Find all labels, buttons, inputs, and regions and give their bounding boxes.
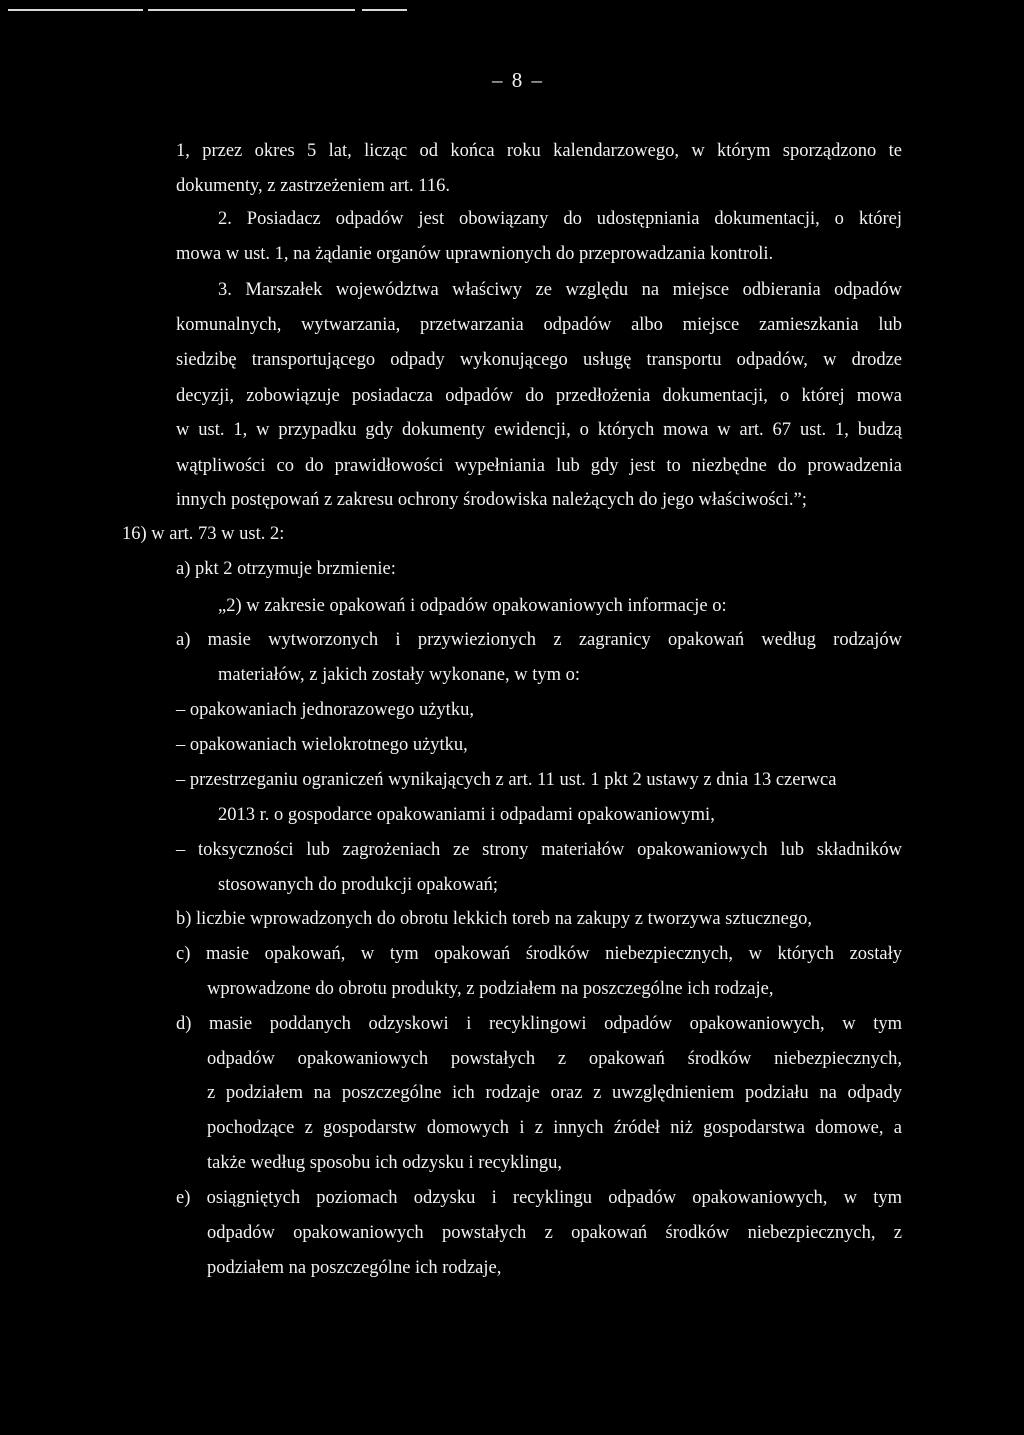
- text-line: pochodzące z gospodarstw domowych i z innych źródeł niż gospodarstwa domowe, a: [207, 1118, 902, 1138]
- text-line: 16) w art. 73 w ust. 2:: [122, 524, 285, 544]
- text-line: wprowadzone do obrotu produkty, z podziałem na poszczególne ich rodzaje,: [207, 979, 774, 999]
- text-line: a) masie wytworzonych i przywiezionych z zagranicy opakowań według rodzajów: [176, 630, 902, 650]
- text-line: z podziałem na poszczególne ich rodzaje oraz z uwzględnieniem podziału na odpady: [207, 1083, 902, 1103]
- text-line: w ust. 1, w przypadku gdy dokumenty ewidencji, o których mowa w art. 67 ust. 1, budzą: [176, 420, 902, 440]
- page-number: – 8 –: [492, 68, 544, 92]
- text-line: materiałów, z jakich zostały wykonane, w tym o:: [218, 665, 581, 685]
- text-line: d) masie poddanych odzyskowi i recyklingowi odpadów opakowaniowych, w tym: [176, 1014, 902, 1034]
- text-line: podziałem na poszczególne ich rodzaje,: [207, 1258, 502, 1278]
- text-line: 2. Posiadacz odpadów jest obowiązany do udostępniania dokumentacji, o której: [218, 209, 902, 229]
- text-line: dokumenty, z zastrzeżeniem art. 116.: [176, 176, 450, 196]
- scan-edge-line: [148, 9, 355, 11]
- text-line: innych postępowań z zakresu ochrony środowiska należących do jego właściwości.”;: [176, 490, 807, 510]
- text-line: odpadów opakowaniowych powstałych z opakowań środków niebezpiecznych, z: [207, 1223, 902, 1243]
- text-line: e) osiągniętych poziomach odzysku i recyklingu odpadów opakowaniowych, w tym: [176, 1188, 902, 1208]
- text-line: – opakowaniach wielokrotnego użytku,: [176, 735, 468, 755]
- text-line: wątpliwości co do prawidłowości wypełniania lub gdy jest to niezbędne do prowadzenia: [176, 456, 902, 476]
- text-line: stosowanych do produkcji opakowań;: [218, 875, 499, 895]
- text-line: – opakowaniach jednorazowego użytku,: [176, 700, 474, 720]
- text-line: a) pkt 2 otrzymuje brzmienie:: [176, 559, 396, 579]
- text-line: – toksyczności lub zagrożeniach ze strony materiałów opakowaniowych lub składników: [176, 840, 902, 860]
- text-line: b) liczbie wprowadzonych do obrotu lekkich toreb na zakupy z tworzywa sztucznego,: [176, 909, 812, 929]
- scan-edge-line: [362, 9, 407, 11]
- text-line: odpadów opakowaniowych powstałych z opakowań środków niebezpiecznych,: [207, 1049, 902, 1069]
- text-line: decyzji, zobowiązuje posiadacza odpadów do przedłożenia dokumentacji, o której mowa: [176, 386, 902, 406]
- text-line: także według sposobu ich odzysku i recyklingu,: [207, 1153, 563, 1173]
- text-line: komunalnych, wytwarzania, przetwarzania odpadów albo miejsce zamieszkania lub: [176, 315, 902, 335]
- text-line: – przestrzeganiu ograniczeń wynikających z art. 11 ust. 1 pkt 2 ustawy z dnia 13 czerwca: [176, 770, 837, 790]
- text-line: 2013 r. o gospodarce opakowaniami i odpadami opakowaniowymi,: [218, 805, 715, 825]
- scan-edge-line: [8, 9, 143, 11]
- text-line: 1, przez okres 5 lat, licząc od końca roku kalendarzowego, w którym sporządzono te: [176, 141, 902, 161]
- text-line: mowa w ust. 1, na żądanie organów uprawnionych do przeprowadzania kontroli.: [176, 244, 774, 264]
- text-line: „2) w zakresie opakowań i odpadów opakowaniowych informacje o:: [218, 596, 727, 616]
- text-line: c) masie opakowań, w tym opakowań środków niebezpiecznych, w których zostały: [176, 944, 902, 964]
- text-line: siedzibę transportującego odpady wykonującego usługę transportu odpadów, w drodze: [176, 350, 902, 370]
- text-line: 3. Marszałek województwa właściwy ze względu na miejsce odbierania odpadów: [218, 280, 902, 300]
